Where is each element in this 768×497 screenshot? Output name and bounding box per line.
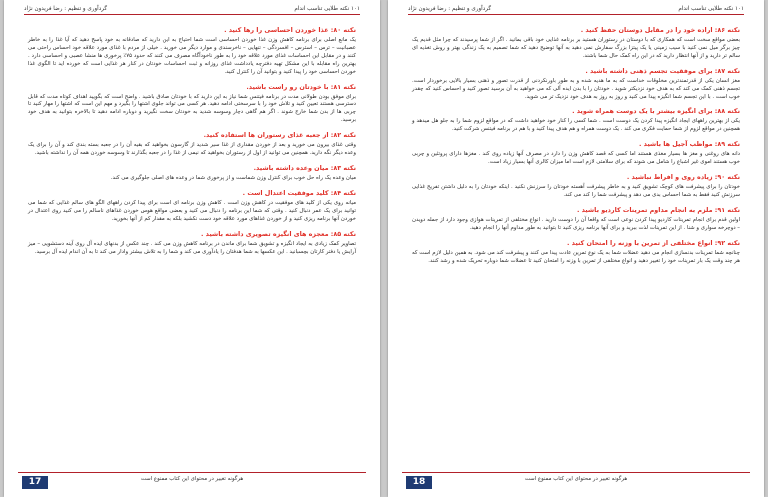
tip-heading: نکته ۹۱: ملزم به انجام مداوم تمرینات کاردیو باشید . — [576, 205, 740, 214]
tip-body: میانه روی یکی از کلید های موفقیت در کاهش وزن است . کاهش وزن برنامه ای است برای پیدا کردن راههای الگو های سالم غذایی که شما می توانید برای یک عمر دنبال کنید . وقتی که شما این برنامه را دنبال می کنید و بعضی مواقع هوس خوردن غذاهای ناسالم را می کنید روی اعتدال در خوردن آنها برنامه ریزی کنید و از خوردن غذاهای مورد علاقه خود دست نکشید بلکه به مقدار کم از آنها بخورید. — [28, 199, 356, 222]
tip-body: اولین قدم برای انجام تمرینات کاردیو پیدا کردن نوعی است که واقعا آن را دوست دارید . انواع مختلفی از تمرینات هوازی وجود دارد از جمله دویدن – دوچرخه سواری و شنا . از این تمرینات لذت ببرید و برای آنها برنامه ریزی کنید تا بتوانید به طور مداوم آنها را انجام دهید. — [412, 216, 740, 231]
tip-heading: نکته ۸۹: مواظب آجیل ها باشید . — [638, 140, 740, 149]
tip-heading: نکته ۹۲: انواع مختلفی از تمرین با وزنه را امتحان کنید . — [567, 238, 740, 247]
tip-body: یک مانع اصلی برای برنامه کاهش وزن غذا خوردن احساسی است شما احتیاج به این دارید که صادقانه به خود پاسخ دهید که آیا غذا را به خاطر عصبانیت – ترس – استرس – افسردگی – تنهایی – ناخرسندی و موارد دیگر می خورید . خیلی از مردم با غذای مورد علاقه خود احساس راحتی می کنند و در مقابل این احساسات غذای مورد علاقه خود را به طور ناخودآگاه مصرف می کنند که حدود ۷۵٪ پرخوری ها منشا عصبی و احساسی دارد . بهترین راه مقابله با این مشکل تهیه دفترچه یادداشت غذای روزانه و ثبت احساسات خودتان در کنار هر غذایی است که خورده اید تا الگوی غذا خوردن احساسی خود را پیدا کنید و بتوانید آن را کنترل کنید. — [28, 37, 356, 75]
tip-heading: نکته ۸۰: غذا خوردن احساسی را رها کنید . — [224, 26, 356, 34]
header-book-title: ۱۰۱ نکته طلایی تناسب اندام — [294, 5, 360, 12]
tip-body: چنانچه شما تمرینات بدنسازی انجام می دهید عضلات شما به یک نوع تمرین عادت پیدا می کنند و پیشرفت کند می شود. به همین دلیل لازم است که هر چند وقت یک بار تمرینات خود را تغییر دهید و انواع مختلفی از تمرین با وزنه را امتحان کنید تا عضلات شما دوباره تحریک شده و رشد کنند. — [412, 249, 740, 264]
page-number: 18 — [406, 476, 432, 489]
tip-body: برای موفق بودن طولانی مدت در برنامه فیتنس شما نیاز به این دارید که با خودتان صادق باشید . واضح است که بگویید اهداف کوتاه مدت که قابل دسترسی هستند تعیین کنید و تلاش خود را با سرسختی ادامه دهید. هر کسی می تواند جلوی اشتها را بگیرد و مهم این است که اشتها را مهار کنید تا چربی ها از بدن شما خارج شوند . اگر هم گاهی دچار وسوسه شدید به خودتان سخت نگیرید و دوباره ادامه دهید تا بالاخره بتوانید به هدف خود برسید. — [28, 93, 356, 124]
book-page-right — [388, 0, 764, 497]
tip-heading: نکته ۸۷: برای موفقیت تجسم ذهنی داشته باشید . — [585, 66, 740, 75]
tip-body: دانه های روغنی و مغز ها بسیار مغذی هستند اما کسی که قصد کاهش وزن را دارد در مصرف آنها زیاده روی کند . مغزها دارای پروتئین و چربی خوب هستند اموی غیر اشباع را شامل می شوند که برای سلامتی لازم است اما میزان کالری آنها بسیار زیاد است. — [412, 151, 740, 166]
tip-body: خودتان را برای پیشرفت های کوچک تشویق کنید و به خاطر پیشرفت آهسته خودتان را سرزنش نکنید . اینکه خودتان را به دلیل داشتن تفریح غذایی سرزنش کنید فقط به شما احساس بدی می دهد و پیشرفت شما را کند می کند. — [412, 184, 740, 198]
tip-heading: نکته ۸۳: میان وعده داشته باشید. — [253, 163, 356, 172]
page-content — [28, 20, 356, 256]
tip-body: یکی از بهترین راههای ایجاد انگیزه پیدا کردن یک دوست است . شما کسی را کنار خود خواهید داشت که در مواقع لزوم شما را به جلو هل میدهد و همچنین در مواقع لزوم از شما حمایت فکری می کند . یک دوست همراه و هم هدف پیدا کنید و با هم در برنامه فیتنس شرکت کنید. — [412, 118, 740, 133]
tip-body: میان وعده یک راه حل خوب برای کنترل وزن شماست و از پرخوری شما در وعده های اصلی جلوگیری می کند. — [110, 174, 356, 181]
page-number: 17 — [22, 476, 48, 489]
page-footer — [402, 472, 750, 491]
book-page-left — [4, 0, 380, 497]
header-author: گردآوری و تنظیم : رضا فریدون نژاد — [24, 5, 107, 12]
tip-heading: نکته ۸۸: برای انگیزه بیشتر با یک دوست همراه شوید . — [572, 107, 740, 116]
page-header — [408, 3, 744, 15]
page-header — [24, 3, 360, 15]
footer-copyright: هرگونه تغییر در محتوای این کتاب ممنوع است — [140, 476, 244, 482]
tip-heading: نکته ۸۴: کلید موفقیت اعتدال است . — [242, 188, 356, 197]
tip-heading: نکته ۹۰: زیاده روی و افراط نباشید . — [626, 173, 740, 182]
footer-copyright: هرگونه تغییر در محتوای این کتاب ممنوع است — [524, 476, 628, 482]
header-book-title: ۱۰۱ نکته طلایی تناسب اندام — [678, 5, 744, 12]
page-content — [412, 20, 740, 266]
page-footer — [18, 472, 366, 491]
tip-heading: نکته ۸۲: از جعبه غذای رستوران ها استفاده کنید. — [203, 131, 356, 140]
tip-body: مغز انسان یکی از قدرتمندترین مخلوقات خداست که به ما هدیه شده و به طور باورنکردنی از قدرت تصور و ذهنی بسیار بالایی برخوردار است. تجسم ذهنی کمک می کند که به هدف خود نزدیکتر شوید . خودتان را با بدن ایده آلی که می خواهید به آن برسید تصور کنید و احساس کنید که چقدر خوب است . با این تجسم شما انگیزه پیدا می کنید و روز به روز به هدف خود نزدیک تر می شوید. — [412, 77, 740, 100]
header-author: گردآوری و تنظیم : رضا فریدون نژاد — [408, 5, 491, 12]
tip-body: تصاویر کمک زیادی به ایجاد انگیزه و تشویق شما برای ماندن در برنامه کاهش وزن می کند . چند عکس از بدنهای ایده آل روی آینه دستشویی – میز آرایش یا دفتر کارتان بچسبانید . این عکسها به شما هدفتان را یادآوری می کند و شما را به تلاش بیشتر وادار می کند تا به آن اندام ایده آل برسید. — [28, 240, 356, 255]
tip-heading: نکته ۸۶: اراده خود را در مقابل دوستان حفظ کنید . — [580, 26, 740, 34]
tip-heading: نکته ۸۵: معجزه های انگیزه تصویری داشته باشید . — [200, 229, 356, 238]
tip-heading: نکته ۸۱: با خودتان رو راست باشید. — [246, 82, 356, 91]
tip-body: وقتی غذای بیرون می خورید و بعد از خوردن مقداری از غذا سیر شدید از گارسون بخواهید که بقیه آن را در جعبه بسته بندی کند و آن را برای یک وعده دیگر نگه دارید. همچنین می توانید از اول از رستوران بخواهید که نیمی از غذا را در جعبه بگذارند تا وسوسه خوردن همه آن را نداشته باشید. — [28, 142, 356, 157]
tip-body: بعضی مواقع سخت است که همکاری که با دوستان در رستوران هستید بر برنامه غذایی خود باقی بمانید . اگر از شما پرسیدند که چرا مثل قدیم یک چیز برگر میل نمی کنید با سیب زمینی یا یک پیتزا بزرگ سفارش نمی دهید به آنها توضیح دهید که شما تصمیم به یک زندگی بهتر و روش تغذیه ای سالم تر دارید و از آنها انتظار دارید که در این راه کمک حال شما باشند. — [412, 37, 740, 59]
